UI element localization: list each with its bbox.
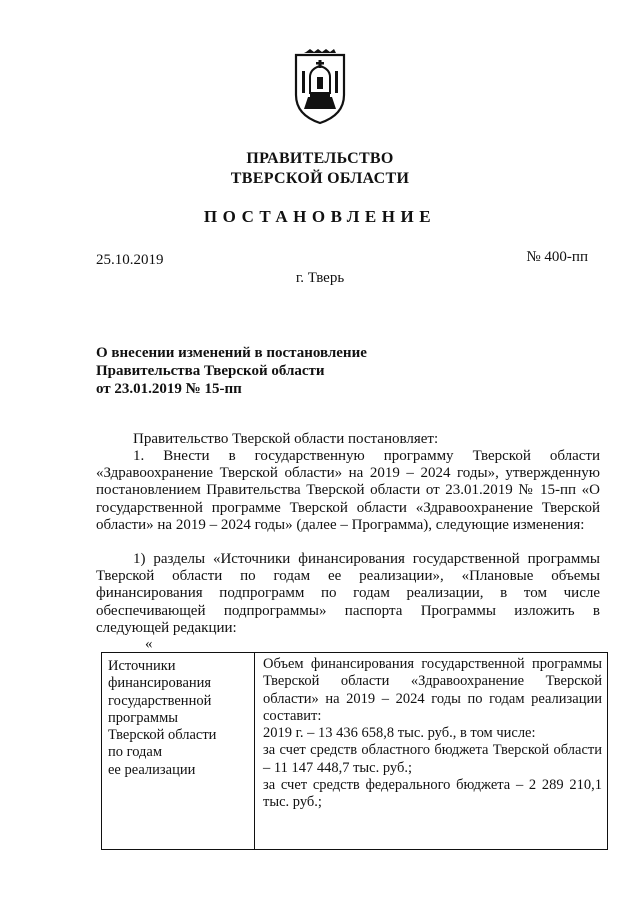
- table-value-cell: [263, 656, 602, 812]
- body-paragraph: 1) разделы «Источники финансирования государственной программы Тверской области по годам ее реализации», «Плановые объемы финансирования подпрограмм по годам реализации, в том числе обеспечивающей подпрограммы» паспорта Программы изложить в следующей редакции:: [96, 551, 600, 636]
- table-divider: [254, 653, 255, 849]
- table-text: 2019 г. – 13 436 658,8 тыс. руб., в том числе:: [263, 725, 536, 742]
- doc-city: г. Тверь: [295, 270, 345, 286]
- table-text: Объем финансирования государственной программы Тверской области «Здравоохранение Тверской области» на 2019 – 2024 годы по годам реализации составит:: [263, 656, 602, 724]
- doc-number: № 400-пп: [526, 249, 588, 265]
- subject-line: от 23.01.2019 № 15-пп: [96, 381, 242, 397]
- table-label-cell: [108, 658, 248, 779]
- label-line: государственной: [108, 692, 212, 709]
- financing-table: [101, 652, 608, 850]
- body-paragraph: 1. Внести в государственную программу Тверской области «Здравоохранение Тверской области» на 2019 – 2024 годы», утвержденную постановлением Правительства Тверской области от 23.01.2019 № 15-пп «О государственной программе Тверской области «Здравоохранение Тверской области» на 2019 – 2024 годы» (далее – Программа), следующие изменения:: [96, 448, 600, 533]
- doc-type-title: ПОСТАНОВЛЕНИЕ: [203, 207, 437, 226]
- label-line: программы: [108, 709, 178, 726]
- subject-line: Правительства Тверской области: [96, 363, 325, 379]
- label-line: ее реализации: [108, 761, 196, 778]
- label-line: финансирования: [108, 675, 212, 692]
- opening-quote: «: [145, 636, 153, 652]
- label-line: по годам: [108, 744, 163, 761]
- gov-title-line2: ТВЕРСКОЙ ОБЛАСТИ: [230, 170, 410, 187]
- table-text: за счет средств областного бюджета Тверской области – 11 147 448,7 тыс. руб.;: [263, 742, 602, 776]
- subject-line: О внесении изменений в постановление: [96, 345, 367, 361]
- tver-coat-of-arms-icon: [292, 49, 348, 125]
- table-text: за счет средств федерального бюджета – 2 289 210,1 тыс. руб.;: [263, 777, 602, 811]
- label-line: Тверской области: [108, 727, 217, 744]
- gov-title-line1: ПРАВИТЕЛЬСТВО: [246, 150, 394, 167]
- label-line: Источники: [108, 658, 176, 674]
- body-paragraph: Правительство Тверской области постановляет:: [133, 431, 439, 447]
- subject-heading: [96, 344, 426, 398]
- doc-date: 25.10.2019: [96, 252, 164, 268]
